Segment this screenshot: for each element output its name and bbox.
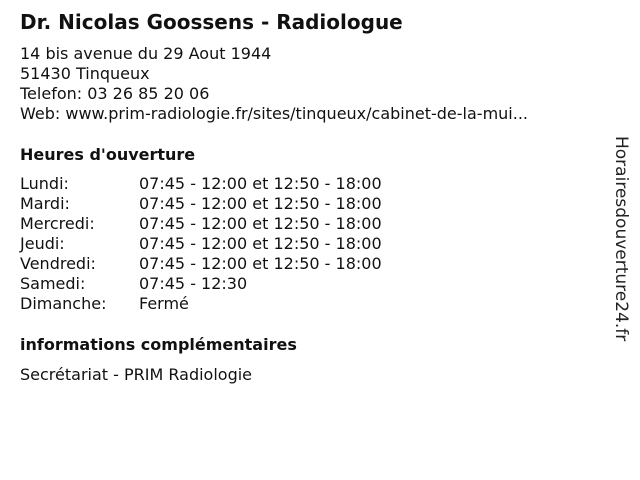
hours-heading: Heures d'ouverture [20,145,196,164]
day-label: Jeudi: [20,234,65,253]
time-value: 07:45 - 12:00 et 12:50 - 18:00 [139,174,382,193]
day-label: Lundi: [20,174,69,193]
day-label: Mardi: [20,194,70,213]
day-label: Vendredi: [20,254,96,273]
info-heading: informations complémentaires [20,335,297,354]
day-label: Dimanche: [20,294,107,313]
page-title: Dr. Nicolas Goossens - Radiologue [20,10,403,34]
day-label: Samedi: [20,274,86,293]
time-value: 07:45 - 12:00 et 12:50 - 18:00 [139,194,382,213]
time-value: 07:45 - 12:00 et 12:50 - 18:00 [139,254,382,273]
side-watermark [611,136,633,372]
address-block [20,44,528,124]
time-value: 07:45 - 12:30 [139,274,248,293]
city-address: 51430 Tinqueux [20,64,150,83]
time-value: 07:45 - 12:00 et 12:50 - 18:00 [139,214,382,233]
website-link[interactable]: Web: www.prim-radiologie.fr/sites/tinqueux/cabinet-de-la-mui... [20,104,528,123]
street-address: 14 bis avenue du 29 Aout 1944 [20,44,272,63]
info-text: Secrétariat - PRIM Radiologie [20,365,253,384]
phone-number: Telefon: 03 26 85 20 06 [20,84,210,103]
side-watermark-text: Horairesdouverture24.fr [611,136,631,342]
time-value: Fermé [139,294,189,313]
time-value: 07:45 - 12:00 et 12:50 - 18:00 [139,234,382,253]
day-label: Mercredi: [20,214,95,233]
